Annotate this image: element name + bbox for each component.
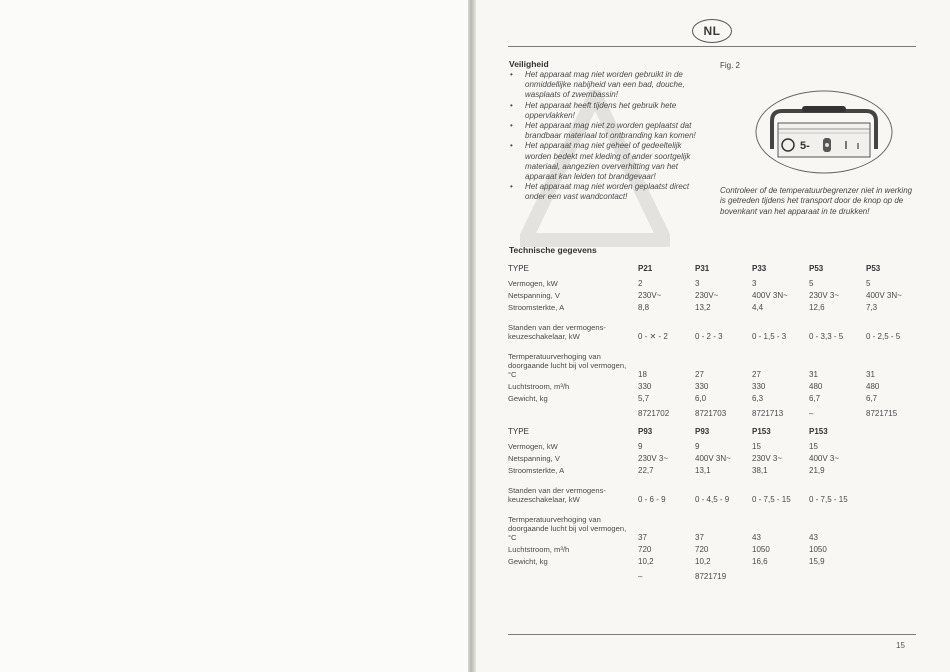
cell-current: 21,9 xyxy=(809,466,825,475)
book-gutter xyxy=(468,0,476,672)
row-label-airflow: Luchtstroom, m³/h xyxy=(508,545,570,554)
table-row xyxy=(508,276,923,288)
safety-item: • Het apparaat heeft tijdens het gebruik hete oppervlakken! xyxy=(509,101,709,121)
table-row xyxy=(508,312,923,341)
cell-type: P53 xyxy=(809,264,824,273)
cell-airflow: 330 xyxy=(638,382,652,391)
cell-current: 13,1 xyxy=(695,466,711,475)
cell-switch: 0 - 4,5 - 9 xyxy=(695,495,730,504)
cell-voltage: 400V 3N~ xyxy=(695,454,731,463)
cell-current: 38,1 xyxy=(752,466,768,475)
header-rule xyxy=(508,46,916,47)
cell-switch: 0 - 7,5 - 15 xyxy=(809,495,848,504)
cell-type: P93 xyxy=(638,427,653,436)
cell-type: P21 xyxy=(638,264,653,273)
heater-illustration xyxy=(754,89,894,175)
safety-item: • Het apparaat mag niet worden gebruikt in de onmiddellijke nabijheid van een bad, douche, wasplaats of zwembassin! xyxy=(509,70,709,101)
cell-current: 4,4 xyxy=(752,303,764,312)
cell-switch: 0 - ✕ - 2 xyxy=(638,332,668,341)
cell-voltage: 230V~ xyxy=(695,291,719,300)
cell-power: 2 xyxy=(638,279,643,288)
table-row xyxy=(508,554,866,566)
cell-weight: 6,0 xyxy=(695,394,707,403)
cell-airflow: 1050 xyxy=(752,545,770,554)
cell-current: 13,2 xyxy=(695,303,711,312)
language-badge: NL xyxy=(692,19,732,43)
cell-power: 3 xyxy=(752,279,757,288)
table-row xyxy=(508,463,866,475)
cell-airflow: 330 xyxy=(752,382,766,391)
figure-label: Fig. 2 xyxy=(720,61,741,70)
cell-switch: 0 - 7,5 - 15 xyxy=(752,495,791,504)
table-row xyxy=(508,504,866,542)
cell-weight: 6,7 xyxy=(866,394,878,403)
cell-article xyxy=(809,566,866,581)
safety-list xyxy=(509,70,709,203)
cell-airflow: 1050 xyxy=(809,545,827,554)
cell-article: 8721715 xyxy=(866,409,898,418)
cell-weight: 10,2 xyxy=(638,557,654,566)
cell-article: 8721702 xyxy=(638,409,670,418)
row-label-current: Stroomsterkte, A xyxy=(508,466,565,475)
cell-weight: 5,7 xyxy=(638,394,650,403)
cell-switch: 0 - 3,3 - 5 xyxy=(809,332,844,341)
cell-article: 8721703 xyxy=(695,409,727,418)
cell-weight: 6,7 xyxy=(809,394,821,403)
cell-temp: 31 xyxy=(809,370,818,379)
safety-item: • Het apparaat mag niet zo worden geplaatst dat brandbaar materiaal tot ontbranding kan komen! xyxy=(509,121,709,141)
safety-item: • Het apparaat mag niet worden geplaatst direct onder een vast wandcontact! xyxy=(509,182,709,202)
cell-article: 8721713 xyxy=(752,409,784,418)
cell-article: – xyxy=(809,409,814,418)
safety-heading: Veiligheid xyxy=(509,59,549,69)
spec-table-2 xyxy=(508,424,866,581)
row-label-switch: Standen van der vermogens-keuzeschakelaar, kW xyxy=(508,486,606,504)
cell-weight: 10,2 xyxy=(695,557,711,566)
cell-current: 7,3 xyxy=(866,303,878,312)
row-label-type: TYPE xyxy=(508,427,529,436)
table-row xyxy=(508,300,923,312)
cell-weight: 6,3 xyxy=(752,394,764,403)
cell-type: P31 xyxy=(695,264,710,273)
cell-power: 9 xyxy=(695,442,700,451)
cell-current: 22,7 xyxy=(638,466,654,475)
row-label-current: Stroomsterkte, A xyxy=(508,303,565,312)
cell-voltage: 230V 3~ xyxy=(638,454,669,463)
cell-voltage: 400V 3~ xyxy=(809,454,840,463)
cell-temp: 37 xyxy=(695,533,704,542)
cell-power: 15 xyxy=(809,442,818,451)
table-row xyxy=(508,341,923,379)
cell-type: P153 xyxy=(752,427,771,436)
cell-voltage: 230V 3~ xyxy=(809,291,840,300)
row-label-temp: Termperatuurverhoging van doorgaande lucht bij vol vermogen, °C xyxy=(508,352,627,379)
cell-voltage: 400V 3N~ xyxy=(752,291,788,300)
cell-power: 3 xyxy=(695,279,700,288)
cell-power: 15 xyxy=(752,442,761,451)
cell-temp: 43 xyxy=(809,533,818,542)
table-row xyxy=(508,542,866,554)
cell-temp: 31 xyxy=(866,370,875,379)
cell-power: 5 xyxy=(866,279,871,288)
cell-switch: 0 - 6 - 9 xyxy=(638,495,666,504)
heater-icon xyxy=(772,106,876,157)
row-label-power: Vermogen, kW xyxy=(508,279,558,288)
row-label-airflow: Luchtstroom, m³/h xyxy=(508,382,570,391)
row-label-temp: Termperatuurverhoging van doorgaande lucht bij vol vermogen, °C xyxy=(508,515,627,542)
page-number: 15 xyxy=(896,641,905,650)
cell-weight: 15,9 xyxy=(809,557,825,566)
table-row xyxy=(508,288,923,300)
table-row xyxy=(508,403,923,418)
cell-temp: 18 xyxy=(638,370,647,379)
cell-article: 8721719 xyxy=(695,572,727,581)
cell-type: P153 xyxy=(809,427,828,436)
safety-item: • Het apparaat mag niet geheel of gedeeltelijk worden bedekt met kleding of ander soortgelijk materiaal, aangezien oververhitting van het apparaat kan leiden tot brandgevaar! xyxy=(509,141,709,182)
cell-current: 12,6 xyxy=(809,303,825,312)
row-label-power: Vermogen, kW xyxy=(508,442,558,451)
row-label-weight: Gewicht, kg xyxy=(508,394,548,403)
table-row xyxy=(508,566,866,581)
cell-airflow: 720 xyxy=(638,545,652,554)
cell-temp: 43 xyxy=(752,533,761,542)
tech-heading: Technische gegevens xyxy=(509,245,597,255)
cell-temp: 37 xyxy=(638,533,647,542)
footer-rule xyxy=(508,634,916,635)
table-row xyxy=(508,439,866,451)
row-label-switch: Standen van der vermogens-keuzeschakelaar, kW xyxy=(508,323,606,341)
cell-article xyxy=(752,566,809,581)
cell-airflow: 480 xyxy=(866,382,880,391)
cell-voltage: 400V 3N~ xyxy=(866,291,902,300)
cell-voltage: 230V~ xyxy=(638,291,662,300)
cell-weight: 16,6 xyxy=(752,557,768,566)
row-label-voltage: Netspanning, V xyxy=(508,454,560,463)
cell-temp: 27 xyxy=(752,370,761,379)
spec-table-1 xyxy=(508,261,923,418)
table-row xyxy=(508,379,923,391)
cell-voltage: 230V 3~ xyxy=(752,454,783,463)
cell-type: P33 xyxy=(752,264,767,273)
table-row xyxy=(508,261,923,276)
cell-switch: 0 - 2 - 3 xyxy=(695,332,723,341)
cell-temp: 27 xyxy=(695,370,704,379)
cell-type: P53 xyxy=(866,264,881,273)
table-row xyxy=(508,475,866,504)
cell-airflow: 480 xyxy=(809,382,823,391)
row-label-type: TYPE xyxy=(508,264,529,273)
table-row xyxy=(508,451,866,463)
row-label-weight: Gewicht, kg xyxy=(508,557,548,566)
cell-switch: 0 - 1,5 - 3 xyxy=(752,332,787,341)
knob-label: 5- xyxy=(800,140,810,152)
table-row xyxy=(508,424,866,439)
cell-power: 5 xyxy=(809,279,814,288)
figure-caption: Controleer of de temperatuurbegrenzer niet in werking is getreden tijdens het transport door de knop op de bovenkant van het apparaat in te drukken! xyxy=(720,186,913,216)
table-row xyxy=(508,391,923,403)
cell-switch: 0 - 2,5 - 5 xyxy=(866,332,901,341)
cell-airflow: 330 xyxy=(695,382,709,391)
cell-airflow: 720 xyxy=(695,545,709,554)
cell-type: P93 xyxy=(695,427,710,436)
cell-article: – xyxy=(638,572,643,581)
cell-current: 8,8 xyxy=(638,303,650,312)
left-page-blank xyxy=(0,0,470,672)
cell-power: 9 xyxy=(638,442,643,451)
row-label-voltage: Netspanning, V xyxy=(508,291,560,300)
